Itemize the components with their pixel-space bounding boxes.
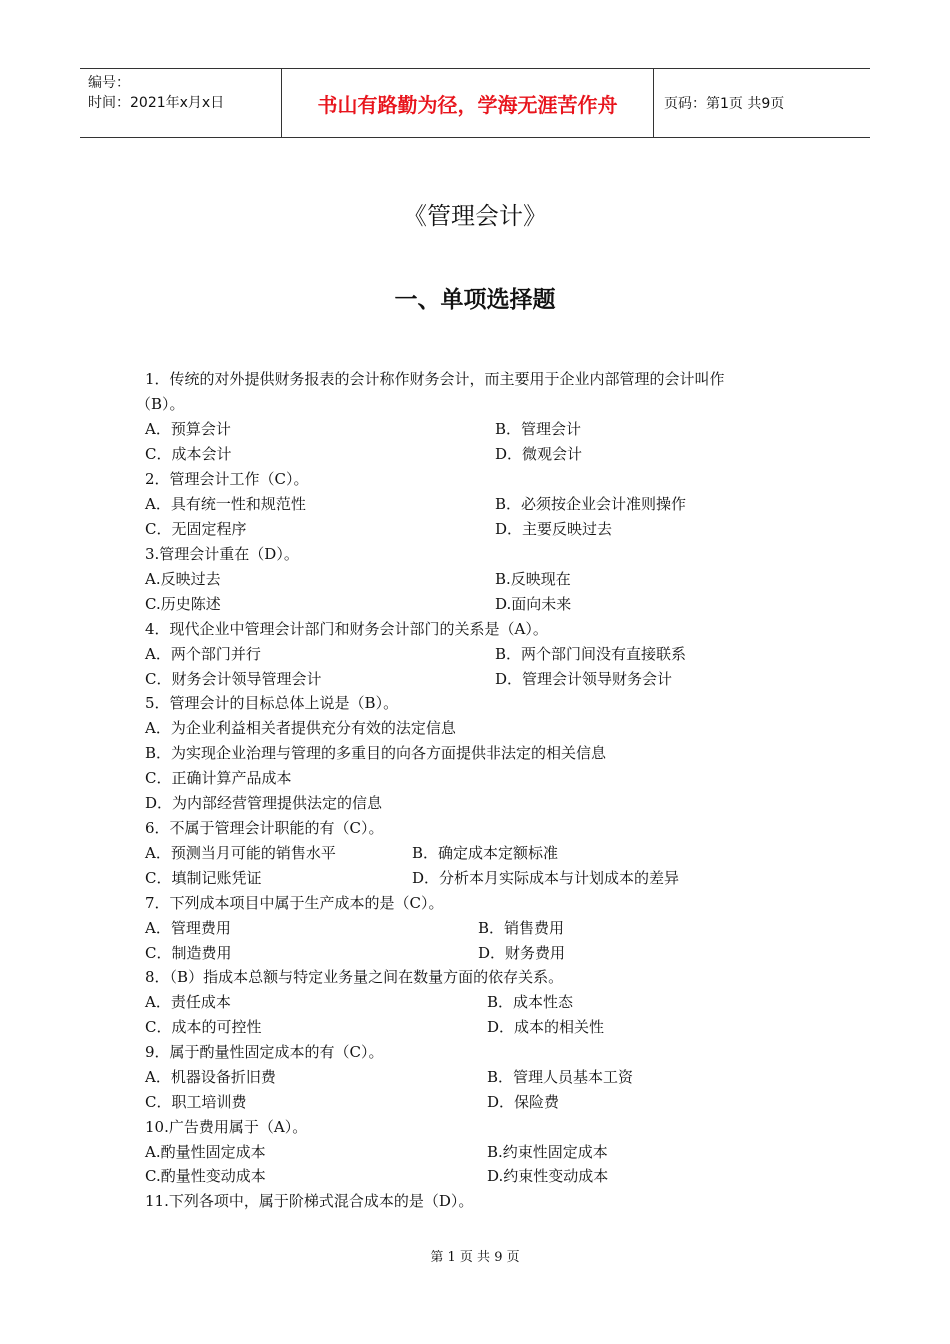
option-text: D．成本的相关性 bbox=[487, 1018, 605, 1036]
option-text: D．分析本月实际成本与计划成本的差异 bbox=[412, 869, 680, 887]
page-footer: 第 1 页 共 9 页 bbox=[430, 1250, 520, 1265]
option-text: A．为企业利益相关者提供充分有效的法定信息 bbox=[145, 719, 456, 737]
option-text: B．两个部门间没有直接联系 bbox=[495, 645, 687, 663]
question-text: 4．现代企业中管理会计部门和财务会计部门的关系是（A）。 bbox=[145, 620, 548, 638]
option-text: C．制造费用 bbox=[145, 944, 232, 962]
option-text: A．责任成本 bbox=[145, 993, 231, 1011]
question-text: 1．传统的对外提供财务报表的会计称作财务会计，而主要用于企业内部管理的会计叫作 bbox=[145, 370, 725, 388]
option-text: C．职工培训费 bbox=[145, 1093, 247, 1111]
option-text: D．为内部经营管理提供法定的信息 bbox=[145, 794, 383, 812]
header-page-label: 页码：第1页 共9页 bbox=[664, 96, 785, 112]
option-text: D．保险费 bbox=[487, 1093, 560, 1111]
question-text: 7．下列成本项目中属于生产成本的是（C）。 bbox=[145, 894, 444, 912]
option-text: C．财务会计领导管理会计 bbox=[145, 670, 322, 688]
question-text: 9．属于酌量性固定成本的有（C）。 bbox=[145, 1043, 384, 1061]
question-text: 6．不属于管理会计职能的有（C）。 bbox=[145, 819, 384, 837]
option-text: B．管理人员基本工资 bbox=[487, 1068, 634, 1086]
option-text: A．机器设备折旧费 bbox=[145, 1068, 276, 1086]
option-text: D.约束性变动成本 bbox=[487, 1167, 609, 1185]
option-text: D.面向未来 bbox=[495, 595, 572, 613]
header-meta bbox=[80, 69, 282, 137]
option-text: C．填制记账凭证 bbox=[145, 869, 262, 887]
option-text: B．必须按企业会计准则操作 bbox=[495, 495, 687, 513]
option-text: D．主要反映过去 bbox=[495, 520, 613, 538]
option-text: D．微观会计 bbox=[495, 445, 583, 463]
option-text: B．确定成本定额标准 bbox=[412, 844, 559, 862]
option-text: D．管理会计领导财务会计 bbox=[495, 670, 673, 688]
header-motto: 书山有路勤为径，学海无涯苦作舟 bbox=[282, 69, 654, 137]
section-title: 一、单项选择题 bbox=[394, 287, 556, 313]
option-text: A.酌量性固定成本 bbox=[145, 1143, 266, 1161]
question-text: 10.广告费用属于（A）。 bbox=[145, 1118, 308, 1136]
option-text: D．财务费用 bbox=[478, 944, 566, 962]
option-text: C.酌量性变动成本 bbox=[145, 1167, 266, 1185]
serial-label: 编号： bbox=[88, 75, 130, 91]
option-text: A．管理费用 bbox=[145, 919, 231, 937]
question-text: 8．（B）指成本总额与特定业务量之间在数量方面的依存关系。 bbox=[145, 968, 564, 986]
question-text: 11.下列各项中，属于阶梯式混合成本的是（D）。 bbox=[145, 1192, 474, 1210]
time-label: 时间：2021年x月x日 bbox=[88, 95, 225, 111]
question-text: 2．管理会计工作（C）。 bbox=[145, 470, 309, 488]
question-text: 5．管理会计的目标总体上说是（B）。 bbox=[145, 694, 399, 712]
option-text: C．成本的可控性 bbox=[145, 1018, 262, 1036]
option-text: B.约束性固定成本 bbox=[487, 1143, 608, 1161]
option-text: B．销售费用 bbox=[478, 919, 565, 937]
option-text: C.历史陈述 bbox=[145, 595, 221, 613]
option-text: A．具有统一性和规范性 bbox=[145, 495, 306, 513]
option-text: C．成本会计 bbox=[145, 445, 232, 463]
option-text: C．正确计算产品成本 bbox=[145, 769, 292, 787]
page-header bbox=[80, 68, 870, 138]
option-text: A．预算会计 bbox=[145, 420, 231, 438]
question-text: （B）。 bbox=[136, 395, 185, 413]
option-text: A．预测当月可能的销售水平 bbox=[145, 844, 336, 862]
question-text: 3.管理会计重在（D）。 bbox=[145, 545, 299, 563]
option-text: B．管理会计 bbox=[495, 420, 582, 438]
option-text: A.反映过去 bbox=[145, 570, 221, 588]
option-text: C．无固定程序 bbox=[145, 520, 247, 538]
option-text: B.反映现在 bbox=[495, 570, 571, 588]
document-title: 《管理会计》 bbox=[403, 202, 547, 230]
option-text: B．为实现企业治理与管理的多重目的向各方面提供非法定的相关信息 bbox=[145, 744, 607, 762]
option-text: A．两个部门并行 bbox=[145, 645, 261, 663]
option-text: B．成本性态 bbox=[487, 993, 574, 1011]
